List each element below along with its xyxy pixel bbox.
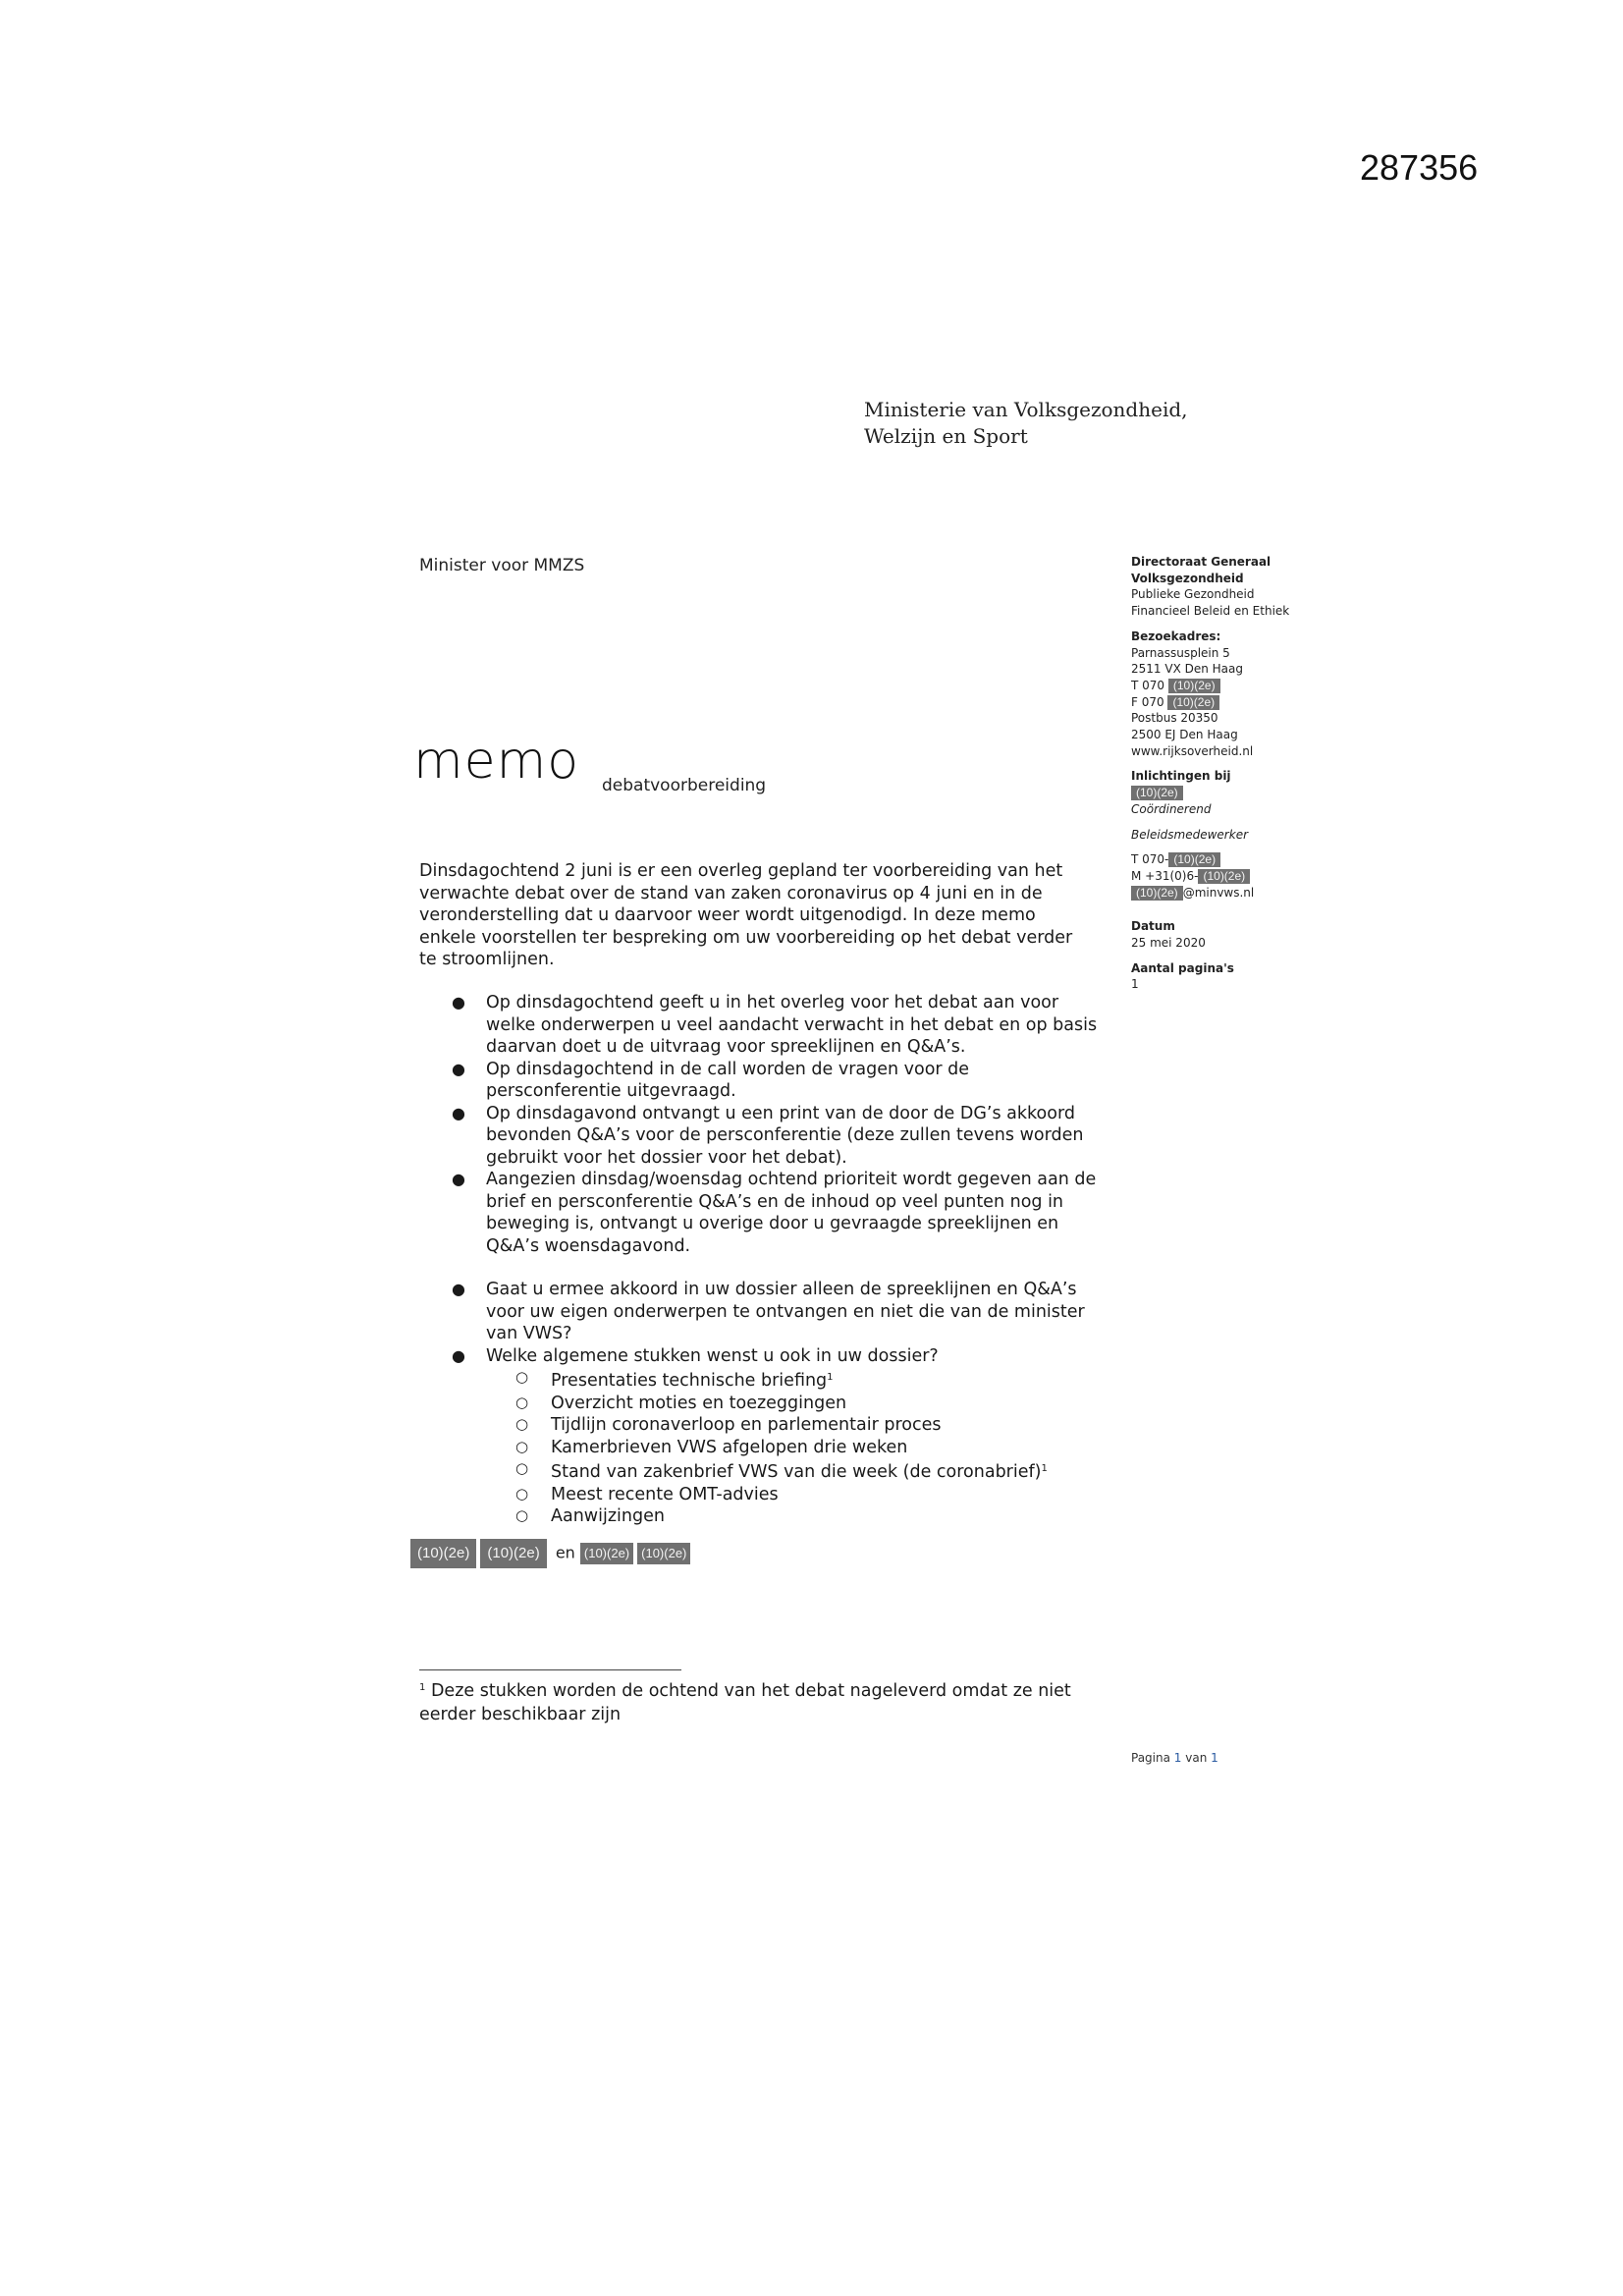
sidebar-unit-2: Financieel Beleid en Ethiek	[1131, 604, 1290, 619]
contact-role-2: Beleidsmedewerker	[1131, 827, 1249, 842]
list-item: ● Op dinsdagochtend geeft u in het overleg voor het debat aan voor welke onderwerpen u veel aandacht verwacht in het debat en op basis daarvan doet u de uitvraag voor spreeklijnen en Q&A’s.	[452, 993, 1098, 1057]
redaction-block: (10)(2e)	[1167, 695, 1219, 710]
footnote-ref: 1	[1041, 1463, 1048, 1474]
question-list	[419, 1279, 1107, 1528]
contact-role-1: Coördinerend	[1131, 801, 1212, 816]
bullet-icon: ●	[452, 993, 465, 1011]
sublist-item: ○ Aanwijzingen	[515, 1506, 665, 1526]
circle-bullet-icon: ○	[515, 1415, 529, 1433]
page-number: Pagina 1 van 1	[1131, 1751, 1218, 1765]
circle-bullet-icon: ○	[515, 1393, 529, 1411]
contact-name	[1131, 785, 1327, 801]
bullet-icon: ●	[452, 1103, 465, 1122]
circle-bullet-icon: ○	[515, 1368, 529, 1386]
sidebar-unit-1: Publieke Gezondheid	[1131, 587, 1255, 602]
circle-bullet-icon: ○	[515, 1459, 529, 1477]
redaction-block: (10)(2e)	[1198, 869, 1250, 884]
memo-heading: memo	[413, 732, 580, 791]
sublist-item: ○ Stand van zakenbrief VWS van die week (de coronabrief)$^1$	[515, 1459, 1048, 1482]
date-label: Datum	[1131, 919, 1175, 934]
redaction-block: (10)(2e)	[1168, 679, 1220, 693]
circle-bullet-icon: ○	[515, 1437, 529, 1455]
memo-subject: debatvoorbereiding	[602, 776, 767, 795]
address-line-1: Parnassusplein 5	[1131, 645, 1230, 660]
list-item: ● Op dinsdagavond ontvangt u een print van de door de DG’s akkoord bevonden Q&A’s voor de persconferentie (deze zullen tevens worden gebruikt voor het dossier voor het debat).	[452, 1103, 1084, 1168]
sender-sidebar	[1131, 554, 1327, 993]
contact-mobile: M +31(0)6- (10)(2e)	[1131, 868, 1327, 885]
phone-line: T 070 (10)(2e)	[1131, 678, 1327, 694]
ministry-line-2: Welzijn en Sport	[864, 424, 1028, 448]
footnote	[419, 1676, 1107, 1726]
sublist-item: ○ Presentaties technische briefing$^1$	[515, 1368, 834, 1391]
redaction-block: (10)(2e)	[580, 1543, 633, 1564]
document-number: 287356	[1360, 147, 1479, 188]
list-item: ● Op dinsdagochtend in de call worden de vragen voor de persconferentie uitgevraagd.	[452, 1059, 970, 1101]
redaction-block: (10)(2e)	[1131, 886, 1183, 901]
bullet-icon: ●	[452, 1280, 465, 1298]
list-item: ● Welke algemene stukken wenst u ook in uw dossier? ○ Presentaties technische briefing$^1$ ○ Overzicht moties en toezeggingen ○ Tijdlijn coronaverloop en parlementair proces ○ Kamerbrieven VWS afgelopen drie weken ○ Stand van zakenbrief VWS van die week (de coronabrief)$^1$ ○ Meest recente OMT-advies ○ Aanwijzingen	[419, 1345, 1107, 1528]
footnote-divider	[419, 1669, 681, 1670]
postal-line-2: 2500 EJ Den Haag	[1131, 728, 1238, 742]
contact-email: (10)(2e) @minvws.nl	[1131, 885, 1327, 902]
visit-address-label: Bezoekadres:	[1131, 629, 1221, 643]
ministry-line-1: Ministerie van Volksgezondheid,	[864, 398, 1188, 421]
ministry-logo-text	[864, 397, 1188, 450]
list-item: ● Gaat u ermee akkoord in uw dossier alleen de spreeklijnen en Q&A’s voor uw eigen onderwerpen te ontvangen en niet die van de minister van VWS?	[452, 1280, 1085, 1343]
list-item: ● Aangezien dinsdag/woensdag ochtend prioriteit wordt gegeven aan de brief en persconferentie Q&A’s en de inhoud op veel punten nog in beweging is, ontvangt u overige door u gevraagde spreeklijnen en Q&A’s woensdagavond.	[452, 1170, 1097, 1256]
footnote-ref: 1	[827, 1372, 834, 1383]
bullet-icon: ●	[452, 1059, 465, 1078]
fax-line: F 070 (10)(2e)	[1131, 694, 1327, 711]
signature-conjunction: en	[555, 1543, 575, 1562]
signature-line	[410, 1539, 694, 1568]
sidebar-org-2: Volksgezondheid	[1131, 571, 1244, 585]
redaction-block: (10)(2e)	[1131, 786, 1183, 800]
date-value: 25 mei 2020	[1131, 936, 1206, 951]
sidebar-org-1: Directoraat Generaal	[1131, 555, 1271, 569]
sublist-item: ○ Kamerbrieven VWS afgelopen drie weken	[515, 1437, 908, 1457]
redaction-block: (10)(2e)	[480, 1539, 546, 1568]
redaction-block: (10)(2e)	[410, 1539, 476, 1568]
bullet-icon: ●	[452, 1170, 465, 1188]
addressee: Minister voor MMZS	[419, 556, 585, 575]
footnote-number: 1	[419, 1682, 426, 1693]
documents-sublist	[486, 1367, 1107, 1528]
address-line-2: 2511 VX Den Haag	[1131, 662, 1243, 677]
circle-bullet-icon: ○	[515, 1506, 529, 1524]
bullet-icon: ●	[452, 1345, 465, 1365]
footnote-text: Deze stukken worden de ochtend van het debat nageleverd omdat ze niet eerder beschikbaar zijn	[419, 1681, 1071, 1724]
pages-label: Aantal pagina's	[1131, 960, 1234, 975]
pages-value: 1	[1131, 977, 1139, 992]
contact-label: Inlichtingen bij	[1131, 769, 1231, 784]
sublist-item: ○ Meest recente OMT-advies	[515, 1484, 779, 1504]
postal-line-1: Postbus 20350	[1131, 711, 1218, 726]
contact-phone: T 070- (10)(2e)	[1131, 851, 1327, 868]
sublist-item: ○ Tijdlijn coronaverloop en parlementair proces	[515, 1415, 942, 1435]
website-link[interactable]: www.rijksoverheid.nl	[1131, 743, 1254, 758]
intro-paragraph: Dinsdagochtend 2 juni is er een overleg gepland ter voorbereiding van het verwachte debat over de stand van zaken coronavirus op 4 juni en in de veronderstelling dat u daarvoor weer wordt uitgenodigd. In deze memo enkele voorstellen ter bespreking om uw voorbereiding op het debat verder te stroomlijnen.	[419, 861, 1073, 969]
sublist-item: ○ Overzicht moties en toezeggingen	[515, 1393, 847, 1413]
action-list	[419, 992, 1107, 1257]
redaction-block: (10)(2e)	[1168, 852, 1220, 867]
circle-bullet-icon: ○	[515, 1484, 529, 1503]
redaction-block: (10)(2e)	[637, 1543, 690, 1564]
